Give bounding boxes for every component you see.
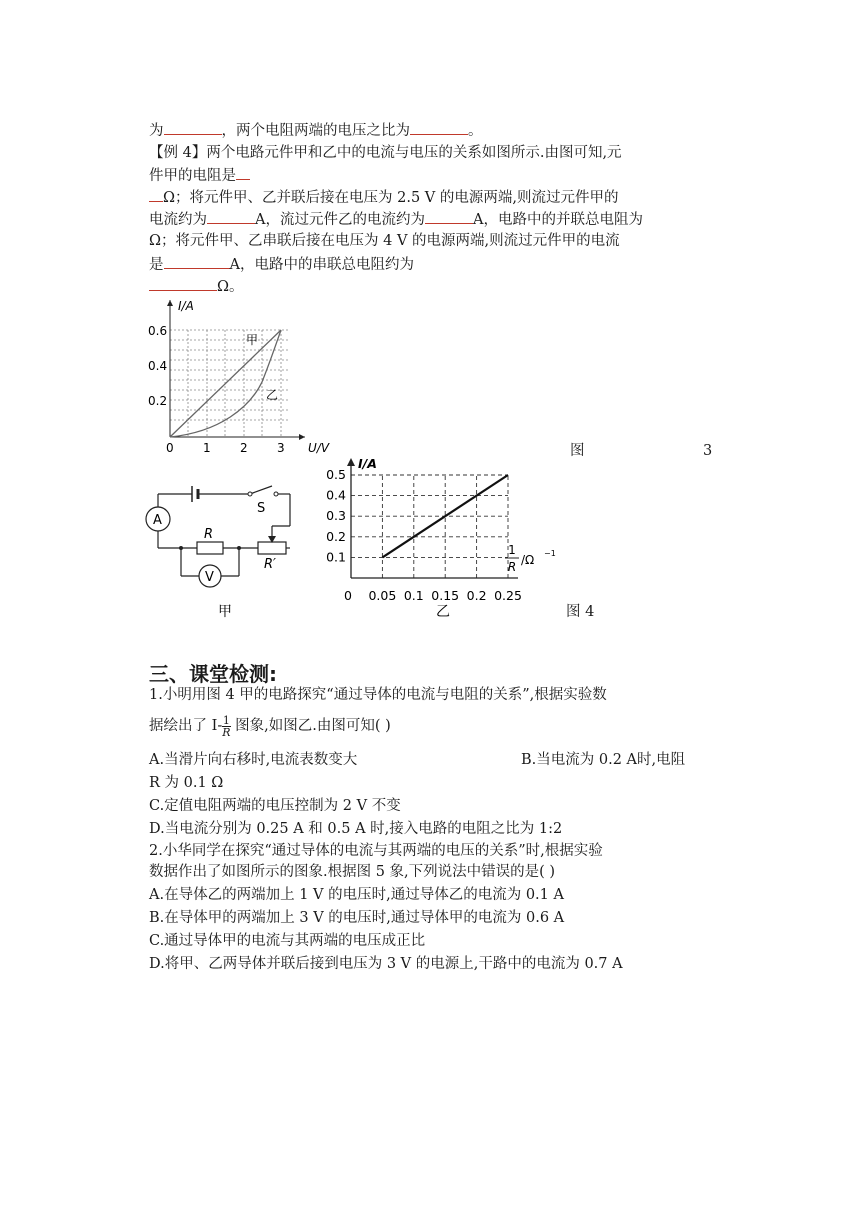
question-2-option-d: D.将甲、乙两导体并联后接到电压为 3 V 的电源上,干路中的电流为 0.7 A bbox=[149, 956, 623, 972]
example-text: 电流约为 bbox=[149, 212, 207, 228]
x-tick-label: 0 bbox=[344, 588, 352, 603]
question-1-text-line-2 bbox=[149, 713, 391, 739]
answer-blank[interactable] bbox=[236, 165, 250, 180]
example-text: A，电路中的串联总电阻约为 bbox=[229, 257, 414, 273]
section-heading: 三、课堂检测: bbox=[149, 662, 277, 686]
x-axis-label-denominator: R bbox=[507, 560, 517, 574]
question-1-text: 图象,如图乙.由图可知( ) bbox=[230, 718, 391, 734]
x-axis-label: U/V bbox=[308, 441, 330, 455]
rheostat-label: R′ bbox=[264, 557, 276, 572]
x-tick-label: 2 bbox=[240, 441, 248, 455]
example-text: 件甲的电阻是 bbox=[149, 168, 236, 184]
x-axis-label bbox=[505, 543, 556, 574]
question-1-option-b: B.当电流为 0.2 A时,电阻 bbox=[521, 752, 686, 768]
figure-3-caption-number: 3 bbox=[703, 443, 713, 459]
switch-label: S bbox=[257, 501, 266, 516]
answer-blank[interactable] bbox=[164, 120, 222, 135]
y-tick-label: 0.5 bbox=[326, 467, 346, 482]
example-text: A，电路中的并联总电阻为 bbox=[472, 212, 643, 228]
answer-blank[interactable] bbox=[410, 120, 468, 135]
answer-blank[interactable] bbox=[149, 276, 217, 291]
figure-4-caption: 图 4 bbox=[566, 604, 595, 620]
x-tick-label: 0.2 bbox=[466, 588, 487, 603]
example-text: Ω；将元件甲、乙串联后接在电压为 4 V 的电源两端,则流过元件甲的电流 bbox=[149, 233, 620, 249]
question-2-option-b: B.在导体甲的两端加上 3 V 的电压时,通过导体甲的电流为 0.6 A bbox=[149, 910, 565, 926]
question-2-text: 2.小华同学在探究“通过导体的电流与其两端的电压的关系”时,根据实验 bbox=[149, 843, 603, 859]
example4-line-6 bbox=[149, 254, 414, 275]
y-tick-label: 0.4 bbox=[148, 359, 168, 373]
question-1-text: 1.小明用图 4 甲的电路探究“通过导体的电流与电阻的关系”,根据实验数 bbox=[149, 687, 607, 703]
x-tick-label: 3 bbox=[277, 441, 285, 455]
example4-line-3 bbox=[149, 187, 619, 208]
chart-tick-labels bbox=[326, 467, 522, 603]
question-2-option-a: A.在导体乙的两端加上 1 V 的电压时,通过导体乙的电流为 0.1 A bbox=[149, 887, 564, 903]
x-axis-arrow bbox=[299, 434, 305, 440]
grid bbox=[170, 330, 290, 437]
example4-line-2 bbox=[149, 165, 250, 186]
y-axis-arrow bbox=[167, 300, 173, 306]
intro-line bbox=[149, 120, 483, 141]
answer-blank[interactable] bbox=[425, 209, 473, 224]
answer-blank[interactable] bbox=[207, 209, 255, 224]
curve-label-yi: 乙 bbox=[266, 388, 279, 402]
question-1-option-b-cont: R 为 0.1 Ω bbox=[149, 775, 224, 791]
y-tick-label: 0.2 bbox=[326, 528, 346, 544]
y-tick-label: 0.4 bbox=[326, 487, 346, 503]
switch-pivot bbox=[248, 492, 252, 496]
switch-contact bbox=[274, 492, 278, 496]
figure-4-chart bbox=[318, 450, 568, 630]
intro-text: 。 bbox=[468, 123, 483, 139]
x-axis-label-exponent: −1 bbox=[544, 549, 556, 558]
question-2-text: 数据作出了如图所示的图象.根据图 5 象,下列说法中错误的是( ) bbox=[149, 864, 556, 880]
sub-figure-label-jia: 甲 bbox=[218, 604, 232, 620]
question-2-option-c: C.通过导体甲的电流与其两端的电压成正比 bbox=[149, 933, 426, 949]
intro-text: 为 bbox=[149, 123, 164, 139]
answer-blank[interactable] bbox=[164, 254, 230, 269]
example-text: 两个电路元件甲和乙中的电流与电压的关系如图所示.由图可知,元 bbox=[206, 145, 622, 161]
y-axis-label: I/A bbox=[358, 456, 377, 471]
example4-line-5 bbox=[149, 231, 620, 251]
x-tick-label: 1 bbox=[203, 441, 211, 455]
y-axis-arrow bbox=[347, 458, 355, 466]
question-1-option-d: D.当电流分别为 0.25 A 和 0.5 A 时,接入电路的电阻之比为 1:2 bbox=[149, 821, 563, 837]
ammeter-label: A bbox=[153, 513, 162, 528]
example-text: A，流过元件乙的电流约为 bbox=[255, 212, 425, 228]
question-1-option-a: A.当滑片向右移时,电流表数变大 bbox=[149, 752, 358, 768]
curve-label-jia: 甲 bbox=[246, 333, 259, 347]
example-text: Ω。 bbox=[217, 279, 244, 295]
junction-dot bbox=[237, 546, 241, 550]
fraction-denominator: R bbox=[222, 725, 231, 739]
example4-line-1 bbox=[149, 143, 622, 163]
x-axis-label-numerator: 1 bbox=[508, 543, 516, 557]
x-tick-label: 0.1 bbox=[403, 588, 424, 603]
y-tick-label: 0.1 bbox=[326, 549, 346, 565]
x-tick-label: 0.25 bbox=[494, 588, 522, 603]
example-text: Ω；将元件甲、乙并联后接在电压为 2.5 V 的电源两端,则流过元件甲的 bbox=[163, 190, 619, 206]
question-1-option-c: C.定值电阻两端的电压控制为 2 V 不变 bbox=[149, 798, 401, 814]
junction-dot bbox=[179, 546, 183, 550]
x-axis-label-unit: /Ω bbox=[521, 553, 535, 567]
example-tag: 【例 4】 bbox=[149, 145, 207, 161]
example4-line-4 bbox=[149, 209, 643, 230]
x-tick-label: 0.05 bbox=[368, 588, 397, 603]
y-axis-label: I/A bbox=[178, 299, 194, 313]
question-1-text: 据绘出了 I- bbox=[149, 718, 223, 734]
x-tick-label: 0.15 bbox=[431, 588, 460, 603]
figure-3-graph bbox=[140, 292, 360, 462]
curve-jia bbox=[170, 330, 281, 437]
answer-blank[interactable] bbox=[149, 187, 163, 202]
voltmeter-label: V bbox=[205, 570, 214, 585]
example-text: 是 bbox=[149, 257, 164, 273]
intro-text: ，两个电阻两端的电压之比为 bbox=[221, 123, 410, 139]
figure-4-circuit bbox=[140, 476, 310, 626]
y-tick-label: 0.6 bbox=[148, 324, 168, 338]
figure-3-caption: 图 bbox=[570, 443, 585, 459]
x-tick-label: 0 bbox=[166, 441, 174, 455]
y-tick-label: 0.2 bbox=[148, 394, 168, 408]
sub-figure-label-yi: 乙 bbox=[436, 604, 450, 620]
y-tick-label: 0.3 bbox=[326, 508, 346, 524]
fraction-one-over-r bbox=[222, 715, 230, 738]
fraction-numerator: 1 bbox=[222, 713, 230, 727]
resistor-label: R bbox=[204, 527, 214, 542]
